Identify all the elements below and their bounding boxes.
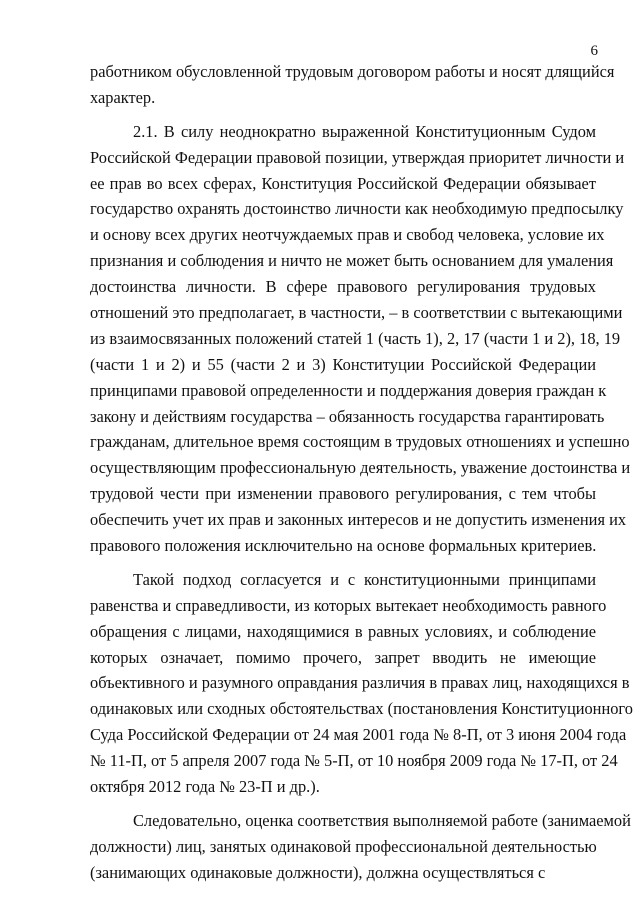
text-line: отношений это предполагает, в частности, – в соответствии с вытекающими <box>90 303 623 323</box>
text-line: Российской Федерации правовой позиции, утверждая приоритет личности и <box>90 147 625 167</box>
text-line: обращения с лицами, находящимися в равных условиях, и соблюдение <box>90 621 596 641</box>
text-line: (части 1 и 2) и 55 (части 2 и 3) Конституции Российской Федерации <box>90 354 596 374</box>
paragraph-gap <box>90 559 596 567</box>
text-line: принципами правовой определенности и поддержания доверия граждан к <box>90 380 607 400</box>
text-line: равенства и справедливости, из которых вытекает необходимость равного <box>90 595 607 615</box>
text-line: Такой подход согласуется и с конституционными принципами <box>133 569 596 589</box>
text-line: закону и действиям государства – обязанность государства гарантировать <box>90 406 605 426</box>
text-line: объективного и разумного оправдания различия в правах лиц, находящихся в <box>90 673 630 693</box>
text-line: обеспечить учет их прав и законных интересов и не допустить изменения их <box>90 510 627 530</box>
text-line: признания и соблюдения и ничто не может быть основанием для умаления <box>90 251 614 271</box>
paragraph-gap <box>90 111 596 119</box>
text-line: Суда Российской Федерации от 24 мая 2001 года № 8-П, от 3 июня 2004 года <box>90 725 627 745</box>
text-line: (занимающих одинаковые должности), должна осуществляться с <box>90 862 546 882</box>
document-body <box>90 59 633 886</box>
text-line: правового положения исключительно на основе формальных критериев. <box>90 536 597 556</box>
text-line: достоинства личности. В сфере правового регулирования трудовых <box>90 277 596 297</box>
text-line: и основу всех других неотчуждаемых прав и свобод человека, условие их <box>90 225 605 245</box>
text-line: должности) лиц, занятых одинаковой профессиональной деятельностью <box>90 836 597 856</box>
text-line: 2.1. В силу неоднократно выраженной Конституционным Судом <box>133 121 596 141</box>
text-line: осуществляющим профессиональную деятельность, уважение достоинства и <box>90 458 631 478</box>
text-line: характер. <box>90 87 156 107</box>
text-line: которых означает, помимо прочего, запрет вводить не имеющие <box>90 647 596 667</box>
paragraph <box>90 567 633 800</box>
text-line: трудовой чести при изменении правового регулирования, с тем чтобы <box>90 484 596 504</box>
text-line: одинаковых или сходных обстоятельствах (постановления Конституционного <box>90 699 633 719</box>
paragraph-gap <box>90 800 596 808</box>
text-line: октября 2012 года № 23-П и др.). <box>90 777 320 797</box>
text-line: государство охранять достоинство личности как необходимую предпосылку <box>90 199 624 219</box>
paragraph <box>90 808 631 886</box>
text-line: из взаимосвязанных положений статей 1 (часть 1), 2, 17 (части 1 и 2), 18, 19 <box>90 328 621 348</box>
text-line: № 11-П, от 5 апреля 2007 года № 5-П, от 10 ноября 2009 года № 17-П, от 24 <box>90 751 618 771</box>
text-line: гражданам, длительное время состоящим в трудовых отношениях и успешно <box>90 432 630 452</box>
text-line: ее прав во всех сферах, Конституция Российской Федерации обязывает <box>90 173 596 193</box>
page-number: 6 <box>590 43 598 59</box>
text-line: работником обусловленной трудовым договором работы и носят длящийся <box>90 62 615 81</box>
paragraph <box>90 59 615 111</box>
text-line: Следовательно, оценка соответствия выполняемой работе (занимаемой <box>133 810 631 830</box>
paragraph <box>90 119 631 559</box>
